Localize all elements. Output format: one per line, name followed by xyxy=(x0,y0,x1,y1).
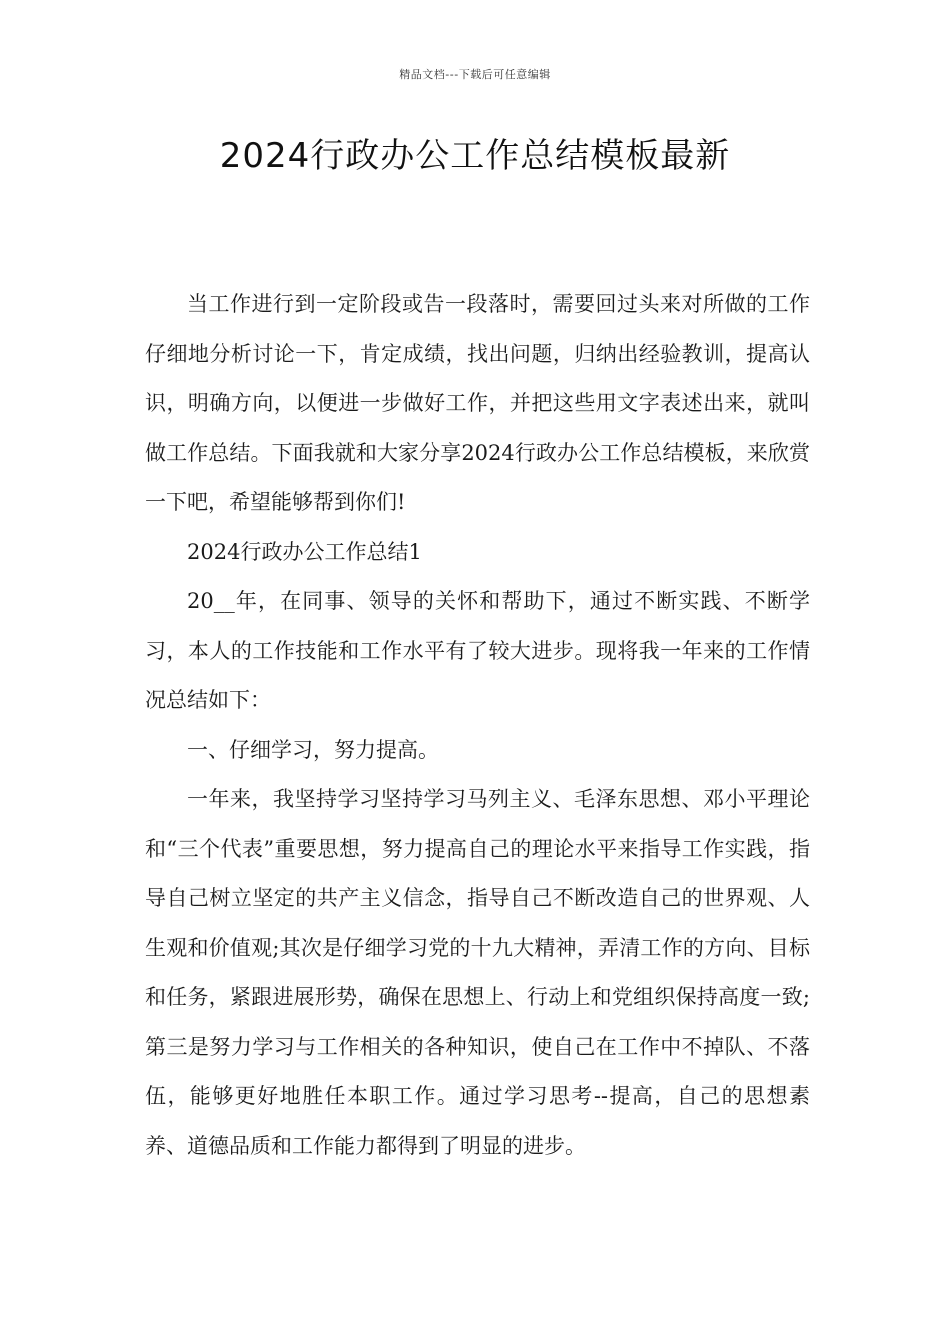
overview-paragraph: 20__年，在同事、领导的关怀和帮助下，通过不断实践、不断学习，本人的工作技能和工作水平有了较大进步。现将我一年来的工作情况总结如下： xyxy=(145,589,810,712)
section-heading: 2024行政办公工作总结1 xyxy=(187,539,422,564)
document-title: 2024行政办公工作总结模板最新 xyxy=(219,136,731,176)
study-paragraph: 一年来，我坚持学习坚持学习马列主义、毛泽东思想、邓小平理论和“三个代表”重要思想，努力提高自己的理论水平来指导工作实践，指导自己树立坚定的共产主义信念，指导自己不断改造自己的世界观、人生观和价值观;其次是仔细学习党的十九大精神，弄清工作的方向、目标和任务，紧跟进展形势，确保在思想上、行动上和党组织保持高度一致;第三是努力学习与工作相关的各种知识，使自己在工作中不掉队、不落伍，能够更好地胜任本职工作。通过学习思考--提高，自己的思想素养、道德品质和工作能力都得到了明显的进步。 xyxy=(145,787,810,1158)
intro-paragraph: 当工作进行到一定阶段或告一段落时，需要回过头来对所做的工作仔细地分析讨论一下，肯定成绩，找出问题，归纳出经验教训，提高认识，明确方向，以便进一步做好工作，并把这些用文字表述出来，就叫做工作总结。下面我就和大家分享2024行政办公工作总结模板，来欣赏一下吧，希望能够帮到你们! xyxy=(145,292,810,514)
subsection-heading: 一、仔细学习，努力提高。 xyxy=(187,737,439,762)
document-body xyxy=(145,280,810,1171)
header-note: 精品文档---下载后可任意编辑 xyxy=(399,68,551,81)
